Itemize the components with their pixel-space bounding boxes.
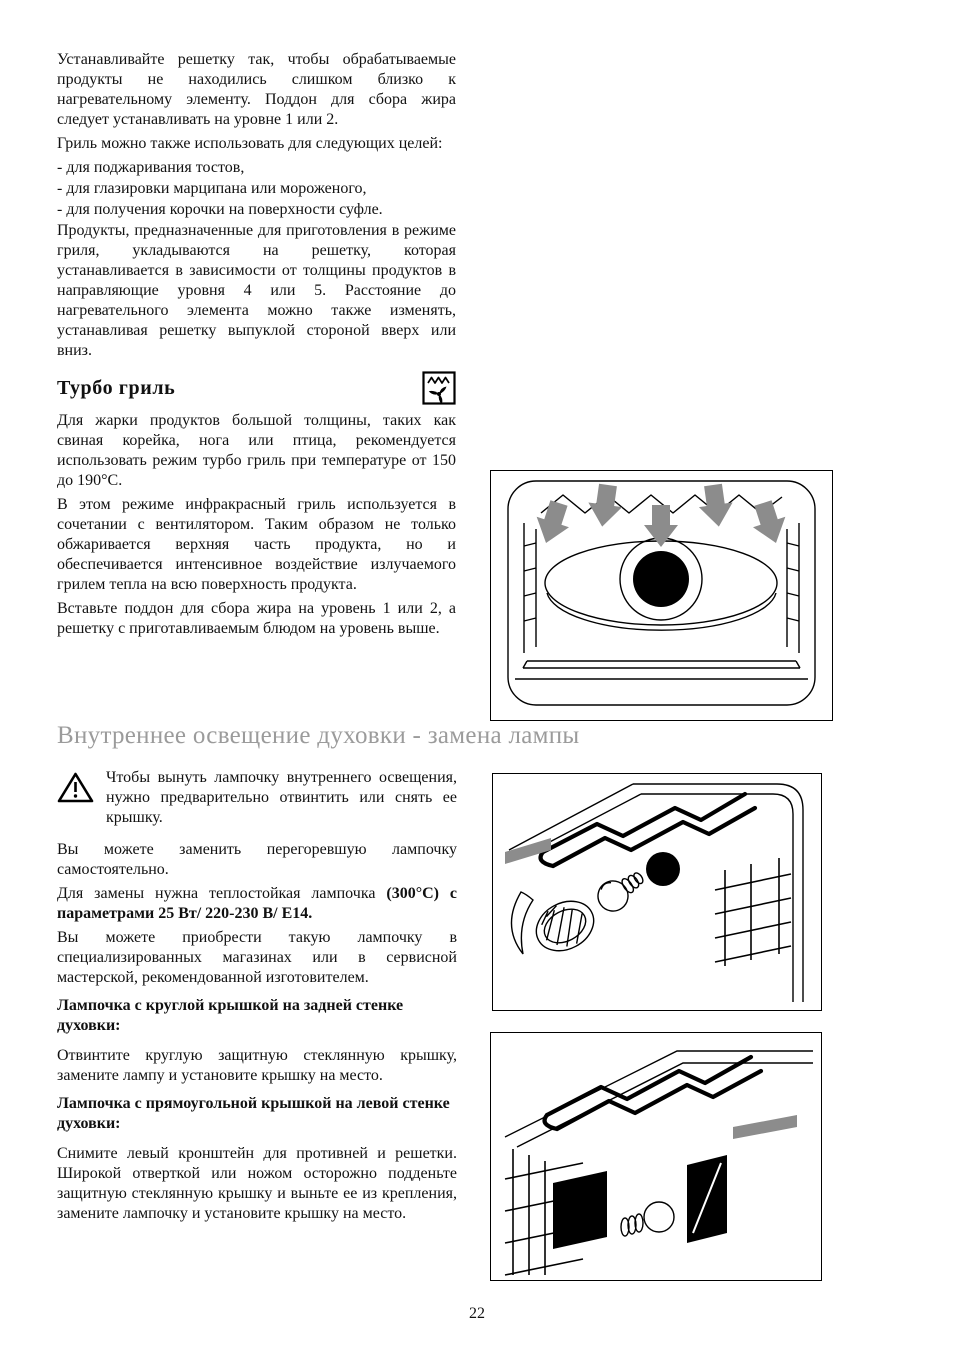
- lamp-opening: [553, 1171, 607, 1249]
- grill-element: [545, 1057, 761, 1129]
- round-cover-text: Отвинтите круглую защитную стеклянную крышку, замените лампу и установите крышку на место.: [57, 1047, 457, 1084]
- grill-bullet-3: - для получения корочки на поверхности суфле.: [57, 201, 383, 218]
- lamp-para2: [57, 884, 457, 924]
- rail-bracket: [505, 838, 551, 864]
- rail-bracket: [733, 1115, 797, 1139]
- page-number: 22: [469, 1305, 485, 1322]
- turbo-grill-heading: Турбо гриль: [57, 376, 176, 399]
- warning-triangle-icon: [57, 768, 94, 828]
- turbo-grill-figure: [490, 470, 833, 721]
- rect-lamp-diagram-svg: [491, 1033, 821, 1280]
- fan-opening: [633, 551, 689, 607]
- round-lamp-cover-figure: [492, 773, 822, 1011]
- lamp-bulb-with-spring: [621, 1202, 674, 1236]
- lamp-para1: Вы можете заменить перегоревшую лампочку самостоятельно.: [57, 841, 457, 878]
- lamp-para2-plain: Для замены нужна теплостойкая лампочка: [57, 885, 376, 902]
- turbo-grill-heading-row: [57, 371, 456, 405]
- grill-intro-para3: Продукты, предназначенные для приготовления в режиме гриля, укладываются на решетку, которая устанавливается в зависимости от толщины продуктов в направляющие уровня 4 или 5. Расстояние до нагревательного элемента можно также изменять, устанавливая решетку выпуклой стороной вверх или вниз.: [57, 222, 456, 359]
- lamp-hole: [646, 852, 680, 886]
- rect-lamp-cover-figure: [490, 1032, 822, 1281]
- lamp-section-heading: Внутреннее освещение духовки - замена лампы: [57, 722, 580, 749]
- grill-intro-para2: Гриль можно также использовать для следующих целей:: [57, 135, 443, 152]
- round-glass-cover: [528, 892, 603, 961]
- rect-cover-text: Снимите левый кронштейн для противней и решетки. Широкой отверткой или ножом осторожно подденьте защитную стеклянную крышку и выньте ее из крепления, замените лампочку и установите крышку на место.: [57, 1145, 457, 1222]
- turbo-para1: Для жарки продуктов большой толщины, таких как свиная корейка, нога или птица, рекомендуется использовать режим турбо гриль при температуре от 150 до 190°С.: [57, 412, 456, 489]
- removal-tool-outline: [511, 892, 533, 954]
- turbo-grill-diagram-svg: [491, 471, 832, 720]
- rect-cover-subheading: Лампочка с прямоугольной крышкой на левой стенке духовки:: [57, 1095, 450, 1132]
- fan-glyph: [429, 387, 447, 405]
- grill-bullet-1: - для поджаривания тостов,: [57, 159, 245, 176]
- round-cover-subheading: Лампочка с круглой крышкой на задней стенке духовки:: [57, 997, 404, 1034]
- grill-intro-para1: Устанавливайте решетку так, чтобы обрабатываемые продукты не находились слишком близко к нагревательному элементу. Поддон для сбора жира следует устанавливать на уровне 1 или 2.: [57, 51, 456, 128]
- lamp-bulb: [592, 864, 650, 917]
- grill-text-column: [57, 50, 456, 643]
- warning-block: [57, 768, 457, 828]
- turbo-para3: Вставьте поддон для сбора жира на уровень 1 или 2, а решетку с приготавливаемым блюдом на уровень выше.: [57, 600, 456, 637]
- lamp-para3: Вы можете приобрести такую лампочку в специализированных магазинах или в сервисной мастерской, рекомендованной изготовителем.: [57, 929, 457, 986]
- warning-text: Чтобы вынуть лампочку внутреннего освещения, нужно предварительно отвинтить или снять ее крышку.: [106, 769, 457, 826]
- lamp-text-column: [57, 768, 457, 1228]
- grill-bullet-2: - для глазировки марципана или мороженого,: [57, 180, 367, 197]
- turbo-para2: В этом режиме инфракрасный гриль используется в сочетании с вентилятором. Таким образом не только обжаривается верхняя часть продукта, но и обеспечивается интенсивное воздействие излучаемого грилем тепла на всю поверхность продукта.: [57, 496, 456, 593]
- lamp-spec-bold: (300°С) с параметрами 25 Вт/ 220-230 В/ Е14.: [57, 885, 457, 922]
- turbo-grill-icon: [422, 371, 456, 405]
- side-rack-grid: [715, 858, 791, 966]
- round-lamp-diagram-svg: [493, 774, 821, 1010]
- airflow-arrows: [530, 483, 792, 549]
